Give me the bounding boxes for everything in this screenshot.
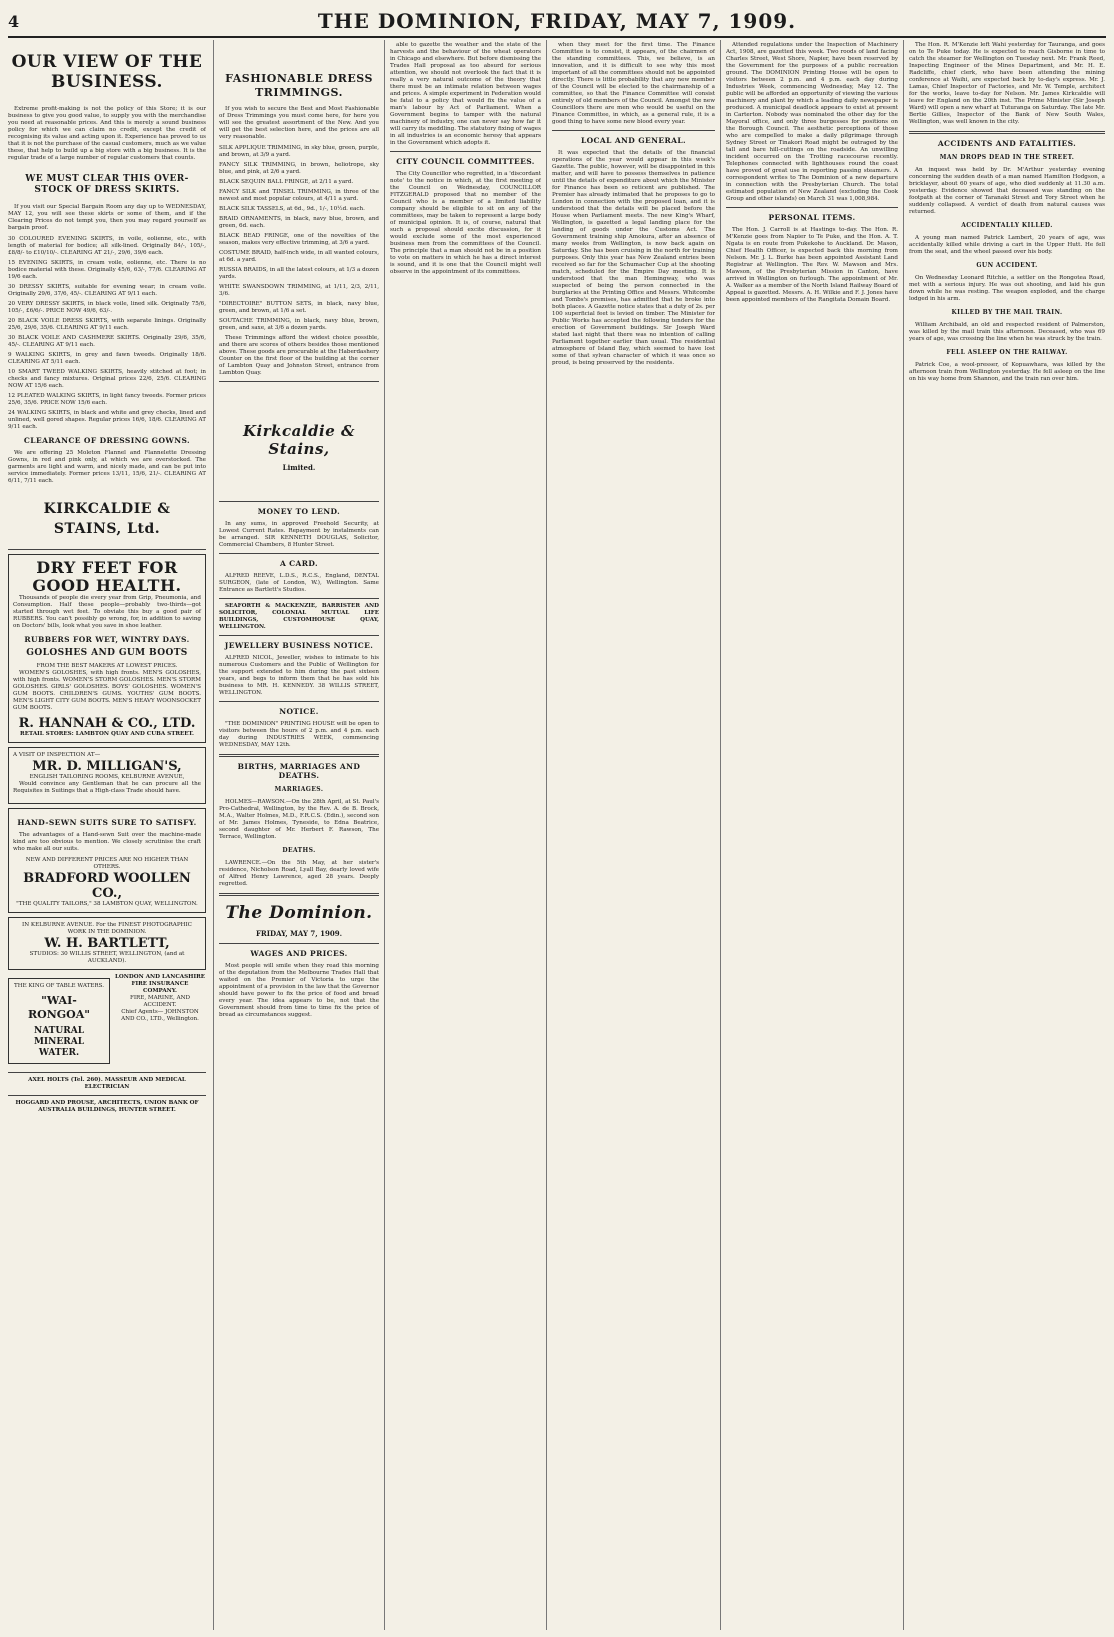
bradford-advertisement <box>8 808 206 913</box>
accident-subheading: ACCIDENTALLY KILLED. <box>961 222 1053 229</box>
bradford-name: BRADFORD WOOLLEN CO., <box>23 871 191 901</box>
committees-text: The City Councillor who regretted, in a 'discordant note' to the notice in which, at the first meeting of the Council on Wednesday, COUNCILLOR FITZGERALD proposed that no member of the Council who is a member of a limited liability company should be eligible to sit on any of the committees, may be taken to represent a large body of municipal opinion. It is, of course, natural that such a proposal should excite discussion, for it would exclude some of the most experienced business men from the committees of the Council. The principle that a man should not be in a position to vote on matters in which he has a direct interest is sound, and it is one that the Council might well observe in the appointment of its committees. <box>390 171 541 275</box>
committees-continued: when they meet for the first time. The Finance Committee is to consist, it appears, of the chairmen of the standing committees. This, we believe, is an innovation, and it is difficult to see why this most important of all the committees should not be appointed directly. There is little probability that any new member of the Council will be elected to the chairmanship of a committee, so that the Finance Committee will consist entirely of old members of the Council. Amongst the new Councillors there are men who would be useful on the Finance Committee, in which, as a general rule, it is a good thing to have some new blood every year. <box>552 42 715 125</box>
trimming-item: FANCY SILK and TINSEL TRIMMING, in three of the newest and most popular colours, at 4/11 a yard. <box>219 189 379 202</box>
wai-rongoa-name: "WAI-RONGOA" <box>27 994 91 1021</box>
insurance-agents: Chief Agents— JOHNSTON AND CO., LTD., Wellington. <box>121 1009 199 1022</box>
hannah-sub: RETAIL STORES: LAMBTON QUAY AND CUBA STREET. <box>20 731 194 737</box>
bradford-pre: NEW AND DIFFERENT PRICES ARE NO HIGHER THAN OTHERS. <box>25 857 189 870</box>
accident-text: An inquest was held by Dr. M'Arthur yesterday evening concerning the sudden death of a man named Hamilton Hodgson, a bricklayer, about 60 years of age, who died suddenly at 11.30 a.m. yesterday. Evidence showed that deceased was standing on the footpath at the corner of Taranaki Street and Tory Street when he suddenly collapsed. A verdict of death from natural causes was returned. <box>909 167 1105 215</box>
milligan-advertisement <box>8 747 206 804</box>
marriages-text: HOLMES—RAWSON.—On the 28th April, at St. Paul's Pro-Cathedral, Wellington, by the Rev. A. de B. Brock, M.A., Walter Holmes, M.D., F.R.C.S. (Edin.), second son of Mr. James Holmes, Tyneside, to Edna Beatrice, second daughter of Mr. Herbert F. Rawson, The Terrace, Wellington. <box>219 799 379 840</box>
card-heading: A CARD. <box>279 559 319 568</box>
local-general-heading: LOCAL AND GENERAL. <box>580 136 687 145</box>
wages-text: Most people will smile when they read this morning of the deputation from the Melbourne Trades Hall that waited on the Premier of Victoria to urge the appointment of a provision in the law that the Governor should have power to fix the price of food and bread every year. The idea appears to be, not that the Government should from time to time fix the price of bread as circumstances suggest. <box>219 963 379 1018</box>
rubbers-heading: RUBBERS FOR WET, WINTRY DAYS. <box>24 635 190 644</box>
masthead <box>8 6 1106 38</box>
bartlett-advertisement <box>8 917 206 970</box>
column-6 <box>909 42 1105 1627</box>
skirt-item: 12 PLEATED WALKING SKIRTS, in light fancy tweeds. Former prices 25/6, 35/6. PRICE NOW 15/6 each. <box>8 393 206 406</box>
accident-text: William Archibald, an old and respected resident of Palmerston, was killed by the mail train this afternoon. Deceased, who was 69 years of age, was crossing the line when he was struck by the train. <box>909 322 1105 342</box>
money-heading: MONEY TO LEND. <box>257 507 341 516</box>
column-rule <box>903 40 904 1630</box>
hoggard-prouse-notice: HOGGARD AND PROUSE, ARCHITECTS, UNION BANK OF AUSTRALIA BUILDINGS, HUNTER STREET. <box>15 1100 199 1113</box>
dominion-leader-title: The Dominion. <box>225 903 373 923</box>
goloshes-text: WOMEN'S GOLOSHES, with high fronts. MEN'S GOLOSHES, with high fronts. WOMEN'S STORM GOLOSHES. MEN'S STORM GOLOSHES. GIRLS' GOLOSHES. BOYS' GOLOSHES. WOMEN'S GUM BOOTS. CHILDREN'S GUMS. YOUTHS' GUM BOOTS. MEN'S LIGHT CITY GUM BOOTS. MEN'S HEAVY WOONSOCKET GUM BOOTS. <box>13 670 201 711</box>
column-2 <box>219 42 379 1627</box>
trimming-item: BLACK SILK TASSELS, at 6d., 9d., 1/-, 10½d. each. <box>219 206 365 212</box>
gowns-heading: CLEARANCE OF DRESSING GOWNS. <box>23 436 191 445</box>
rubbers-advertisement <box>8 554 206 743</box>
accident-subheading: MAN DROPS DEAD IN THE STREET. <box>939 154 1075 161</box>
accident-subheading: GUN ACCIDENT. <box>976 262 1038 269</box>
seaforth-notice: SEAFORTH & MACKENZIE, BARRISTER AND SOLICITOR, COLONIAL MUTUAL LIFE BUILDINGS, CUSTOMHOUSE QUAY, WELLINGTON. <box>219 603 379 630</box>
trimming-item: BLACK SEQUIN BALL FRINGE, at 2/11 a yard. <box>219 179 354 185</box>
trimming-item: COSTUME BRAID, half-inch wide, in all wanted colours, at 6d. a yard. <box>219 250 379 263</box>
trimming-item: WHITE SWANSDOWN TRIMMING, at 1/11, 2/3, 2/11, 3/6. <box>219 284 379 297</box>
divider <box>726 207 898 208</box>
skirt-item: 30 COLOURED EVENING SKIRTS, in voile, eolienne, etc., with length of material for bodice; all silk-lined. Originally 84/-, 105/-, £8/8/- to £10/10/-. CLEARING AT 21/-, 29/6, 39/6 each. <box>8 236 206 256</box>
jewellery-heading: JEWELLERY BUSINESS NOTICE. <box>224 641 374 650</box>
deaths-text: LAWRENCE.—On the 5th May, at her sister's residence, Nicholson Road, Lyall Bay, dearly loved wife of Alfred Henry Lawrence, aged 28 years. Deeply regretted. <box>219 860 379 887</box>
skirt-item: 10 SMART TWEED WALKING SKIRTS, heavily stitched at foot; in checks and fancy mixtures. Original prices 22/6, 25/6. CLEARING NOW AT 15/6 each. <box>8 369 206 389</box>
leader-continued: able to gazette the weather and the state of the harvests and the behaviour of the wheat operators in Chicago and elsewhere. But before dismissing the Trades Hall proposal as too absurd for serious attention, we should not overlook the fact that it is really a very natural outcome of the theory that there must be an intimate relation between wages and prices. A simple experiment in Federation would be fatal to a policy that would fix the value of a man's labour by Act of Parliament. When a Government begins to tamper with the natural machinery of industry, one can never say how far it will carry its meddling. The statutory fixing of wages in all industries is an economic heresy that appears in the Government which adopts it. <box>390 42 541 146</box>
bmd-heading: BIRTHS, MARRIAGES AND DEATHS. <box>237 762 361 780</box>
local-general-text: It was expected that the details of the financial operations of the year would appear in this week's Gazette. The public, however, will be disappointed in this matter, and will have to possess themselves in patience until the details of expenditure about which the Minister for Finance has been so reticent are published. The Premier has already intimated that he proposes to go to London in connection with the proposed loan, and it is understood that the details will be placed before the House when Parliament meets. The new King's Wharf, Wellington, is gazetted a legal landing place for the landing of goods under the Customs Act. The Government training ship Amokura, after an absence of many weeks from Wellington, is now back again on Saturday. She has been cruising in the north for training purposes. Only this year has New Zealand entries been received so far for the Schumacher Cup at the shooting match, scheduled for the Empire Day meeting. It is understood that the man Hemingway, who was suspected of being the person connected in the burglaries at the Printing Office and Messrs. Whitcombe and Tombs's premises, has admitted that he broke into both places. A Gazette notice states that a duty of 2s. per 100 superficial feet is levied on timber. The Minister for Public Works has accepted the following tenders for the erection of Government buildings. Sir Joseph Ward stated last night that there was no intention of calling Parliament together earlier than usual. The residential atmosphere of Island Bay, which seemed to have lost some of that sylvan character of which it was once so proud, is being preserved by the residents. <box>552 150 715 366</box>
trimmings-heading: FASHIONABLE DRESS TRIMMINGS. <box>225 72 373 99</box>
divider <box>219 598 379 599</box>
divider <box>8 1095 206 1096</box>
divider <box>219 553 379 554</box>
bartlett-sub: STUDIOS: 30 WILLIS STREET, WELLINGTON, (and at AUCKLAND). <box>29 951 185 964</box>
divider <box>219 635 379 636</box>
local-general-continued: Attended regulations under the Inspection of Machinery Act, 1908, are gazetted this week. Two roods of land facing Charles Street, West Shore, Napier, have been reserved by the Government for the purposes of a public recreation ground. The DOMINION Printing House will be open to visitors between 2 p.m. and 4 p.m. each day during Industries Week, commencing Wednesday, May 12. The public will be afforded an opportunity of viewing the various machinery and plant by which a leading daily newspaper is produced. A municipal deadlock appears to exist at present in Carterton. Nobody was nominated the other day for the Mayoral office, and only three burgesses for positions on the Borough Council. The aesthetic perceptions of those who are compelled to make a daily pilgrimage through Sydney Street or Tinakori Road might be outraged by the tall and bare hill-cuttings on the roadside. An unwilling incident occurred on the Trotting racecourse recently. Telephones connected with lighthouses round the coast have proved of great use in reporting passing steamers. A correspondent writes to The Dominion of a new departure in connection with the Presbyterian Church. The total estimated population of New Zealand (excluding the Cook Group and other islands) on March 31 was 1,008,984. <box>726 42 898 202</box>
accident-text: On Wednesday Leonard Ritchie, a settler on the Rongotea Road, met with a serious injury. He was out shooting, and laid his gun down while he was resting. The weapon exploded, and the charge lodged in his arm. <box>909 275 1105 302</box>
accident-text: Patrick Coe, a wool-presser, of Kopuawhara, was killed by the afternoon train from Wellington yesterday. He fell asleep on the line on his way home from Shannon, and the train ran over him. <box>909 362 1105 382</box>
kirkcaldie-signature: Kirkcaldie & Stains, <box>242 422 356 458</box>
skirts-intro: If you visit our Special Bargain Room any day up to WEDNESDAY, MAY 12, you will see these skirts or some of them, and if the Clearing Prices do not tempt you, then you may regard yourself as bargain proof. <box>8 204 206 231</box>
business-headline: OUR VIEW OF THE BUSINESS. <box>11 52 203 92</box>
skirt-item: 15 EVENING SKIRTS, in cream voile, eolienne, etc. There is no bodice material with these. Originally 45/6, 63/-, 77/6. CLEARING AT 19/6 each. <box>8 260 206 280</box>
milligan-name: MR. D. MILLIGAN'S, <box>32 759 182 774</box>
card-text: ALFRED REEVE, L.D.S., R.C.S., England, DENTAL SURGEON, (late of London, W.), Wellington. Same Entrance as Bartlett's Studios. <box>219 573 379 593</box>
trimmings-outro: These Trimmings afford the widest choice possible, and there are scores of others besides those mentioned above. These goods are procurable at the Haberdashery Counter on the first floor of the building at the corner of Lambton Quay and Johnston Street, entrance from Lambton Quay. <box>219 335 379 376</box>
skirt-item: 20 VERY DRESSY SKIRTS, in black voile, lined silk. Originally 75/6, 105/-, £6/6/-. PRICE NOW 49/6, 63/-. <box>8 301 206 314</box>
london-insurance-name: LONDON AND LANCASHIRE FIRE INSURANCE COMPANY. <box>115 974 205 994</box>
skirt-item: 20 BLACK VOILE DRESS SKIRTS, with separate linings. Originally 25/6, 29/6, 35/6. CLEARING AT 9/11 each. <box>8 318 206 331</box>
column-3 <box>390 42 541 1627</box>
divider <box>8 549 206 550</box>
divider <box>219 754 379 757</box>
page-number: 4 <box>8 11 20 31</box>
divider <box>219 893 379 896</box>
divider <box>552 130 715 131</box>
marriages-heading: MARRIAGES. <box>274 786 324 793</box>
skirt-item: 24 WALKING SKIRTS, in black and white and grey checks, lined and unlined, well gored shapes. Regular prices 16/6, 18/6. CLEARING AT 9/11 each. <box>8 410 206 430</box>
column-rule <box>546 40 547 1630</box>
hand-sewn-heading: HAND-SEWN SUITS SURE TO SATISFY. <box>17 818 197 827</box>
bartlett-name: W. H. BARTLETT, <box>44 936 170 951</box>
trimming-item: "DIRECTOIRE" BUTTON SETS, in black, navy blue, green, and brown, at 1/6 a set. <box>219 301 379 314</box>
deaths-heading: DEATHS. <box>282 847 316 854</box>
hand-sewn-text: The advantages of a Hand-sewn Suit over the machine-made kind are too obvious to mention. We closely scrutinise the craft who make all our suits. <box>13 832 201 852</box>
jewellery-text: ALFRED NICOL, Jeweller, wishes to intimate to his numerous Customers and the Public of Wellington for the support extended to him during the past sixteen years, and begs to inform them that he has sold his business to MR. H. KENNEDY. 38 WILLIS STREET, WELLINGTON. <box>219 655 379 696</box>
goloshes-sub: FROM THE BEST MAKERS AT LOWEST PRICES. <box>36 663 178 669</box>
wages-heading: WAGES AND PRICES. <box>250 949 348 958</box>
dry-feet-text: Thousands of people die every year from Grip, Pneumonia, and Consumption. Half these people—probably two-thirds—got started through wet feet. To obviate this buy a good pair of RUBBERS. You can't possibly go wrong, for, in addition to saving on Doctors' bills, look what you save in shoe leather. <box>13 595 201 629</box>
kirkcaldie-limited: Limited. <box>282 463 316 472</box>
column-4 <box>552 42 715 1627</box>
milligan-pre: A VISIT OF INSPECTION AT— <box>13 752 101 758</box>
divider <box>219 381 379 382</box>
column-rule <box>720 40 721 1630</box>
trimming-item: SILK APPLIQUE TRIMMING, in sky blue, green, purple, and brown, at 3/9 a yard. <box>219 145 379 158</box>
wai-rongoa-advertisement <box>8 978 110 1064</box>
newspaper-page <box>8 6 1106 1630</box>
skirt-item: 30 BLACK VOILE AND CASHMERE SKIRTS. Originally 29/6, 35/6, 45/-. CLEARING AT 9/11 each. <box>8 335 206 348</box>
gowns-text: We are offering 25 Moleton Flannel and Flannelette Dressing Gowns, in red and pink only, at which we are overstocked. The garments are light and warm, and nicely made, and can be put into service immediately. Former prices 13/11, 15/6, 21/-. CLEARING AT 6/11, 7/11 each. <box>8 450 206 484</box>
hannah-name: R. HANNAH & CO., LTD. <box>18 716 196 731</box>
divider <box>219 943 379 944</box>
milligan-text: Would convince any Gentleman that he can procure all the Requisites in Suitings that a High-class Trade should have. <box>13 781 201 794</box>
notice-heading: NOTICE. <box>279 707 319 716</box>
money-text: In any sums, in approved Freehold Security, at Lowest Current Rates. Repayment by instalments can be arranged. SIR KENNETH DOUGLAS, Solicitor, Commercial Chambers, 8 Hunter Street. <box>219 521 379 548</box>
trimming-item: SOUTACHE TRIMMING, in black, navy blue, brown, green, and saxe, at 3/6 a dozen yards. <box>219 318 379 331</box>
column-1 <box>8 42 206 1627</box>
skirt-item: 9 WALKING SKIRTS, in grey and fawn tweeds. Originally 18/6. CLEARING AT 5/11 each. <box>8 352 206 365</box>
divider <box>219 501 379 502</box>
skirts-heading: WE MUST CLEAR THIS OVER-STOCK OF DRESS SKIRTS. <box>25 174 189 195</box>
side-notices <box>114 974 206 1023</box>
accident-subheading: KILLED BY THE MAIL TRAIN. <box>951 309 1063 316</box>
kirkcaldie-firm-name: KIRKCALDIE & STAINS, Ltd. <box>43 501 171 537</box>
wai-rongoa-sub: NATURAL MINERAL WATER. <box>33 1026 85 1058</box>
dominion-leader-date: FRIDAY, MAY 7, 1909. <box>255 929 343 938</box>
divider <box>8 1072 206 1073</box>
column-rule <box>213 40 214 1630</box>
accident-subheading: FELL ASLEEP ON THE RAILWAY. <box>946 349 1068 356</box>
wai-rongoa-pre: THE KING OF TABLE WATERS. <box>13 983 105 989</box>
personal-items-text: The Hon. J. Carroll is at Hastings to-day. The Hon. R. M'Kenzie goes from Napier to Te Puke, and the Hon. A. T. Ngata is en route from Pukekohe to Auckland. Dr. Mason, Chief Health Officer, is expected back this morning from Nelson. Mr. J. L. Burke has been appointed Assistant Land Registrar at Wellington. The Rev. W. Mawson and Mrs. Mawson, of the Presbyterian Mission in Canton, have arrived in Wellington on furlough. The appointment of Mr. A. Walker as a member of the North Island Railway Board of Appeal is gazetted. Messrs. A. H. Wilkie and F. J. Jones have been appointed members of the Rangitata Domain Board. <box>726 227 898 303</box>
divider <box>909 131 1105 134</box>
notice-text: "THE DOMINION" PRINTING HOUSE will be open to visitors between the hours of 2 p.m. and 4 p.m. each day during INDUSTRIES WEEK, commencing WEDNESDAY, MAY 12th. <box>219 721 379 748</box>
skirt-list <box>8 236 206 431</box>
committees-heading: CITY COUNCIL COMMITTEES. <box>396 157 535 166</box>
personal-items-heading: PERSONAL ITEMS. <box>768 213 856 222</box>
axel-holts-notice: AXEL HOLTS (Tel. 260). MASSEUR AND MEDICAL ELECTRICIAN <box>28 1077 186 1090</box>
accident-text: A young man named Patrick Lambert, 20 years of age, was accidentally killed while driving a cart in the Upper Hutt. He fell from the seat, and the wheel passed over his body. <box>909 235 1105 255</box>
goloshes-heading: GOLOSHES AND GUM BOOTS <box>26 648 188 658</box>
trimming-item: RUSSIA BRAIDS, in all the latest colours, at 1/3 a dozen yards. <box>219 267 379 280</box>
skirt-item: 30 DRESSY SKIRTS, suitable for evening wear; in cream voile. Originally 29/6, 37/6, 45/-. CLEARING AT 9/11 each. <box>8 284 206 297</box>
personal-items-continued: The Hon. R. M'Kenzie left Wahi yesterday for Tauranga, and goes on to Te Puke today. He is expected to reach Gisborne in time to catch the steamer for Wellington on Tuesday next. Mr. Frank Reed, Inspecting Engineer of the Mines Department, and Mr. H. E. Radcliffe, chief clerk, who have been attending the mining conference at Waihi, are expected back by to-day's express. Mr. J. Lamas, Chief Inspector of Factories, and Mr. W. Temple, architect for the works, leave to-day for Nelson. Mr. James Kirkcaldie will leave for England on the 20th inst. The Prime Minister (Sir Joseph Ward) will open a new wharf at Tuturanga on Saturday. The late Mr. Bertie Gillies, Inspector of the Bank of New South Wales, Wellington, was well known in the city. <box>909 42 1105 125</box>
bartlett-pre: IN KELBURNE AVENUE. For the FINEST PHOTOGRAPHIC WORK IN THE DOMINION. <box>22 922 192 935</box>
trimming-item: BLACK BEAD FRINGE, one of the novelties of the season, makes very effective trimming, at 3/6 a yard. <box>219 233 379 246</box>
london-insurance-sub: FIRE, MARINE, AND ACCIDENT. <box>129 995 191 1008</box>
newspaper-title: THE DOMINION, FRIDAY, MAY 7, 1909. <box>317 9 797 33</box>
dry-feet-title: DRY FEET FOR GOOD HEALTH. <box>32 558 182 595</box>
trimmings-list <box>219 145 379 332</box>
accidents-heading: ACCIDENTS AND FATALITIES. <box>937 139 1077 148</box>
trimming-item: FANCY SILK TRIMMING, in brown, heliotrope, sky blue, and pink, at 2/6 a yard. <box>219 162 379 175</box>
divider <box>390 151 541 152</box>
business-intro: Extreme profit-making is not the policy of this Store; it is our business to give you good value, to supply you with the merchandise you need at reasonable prices. And this is merely a sound business policy for which we can claim no credit, except the credit of recognising its value and acting upon it. Experience has proved to us that it is not the purchase of the casual customers, much as we value these, that help to build up a big store with a big business. It is the regular trade of a large number of regular customers that counts. <box>8 106 206 161</box>
column-5 <box>726 42 898 1627</box>
divider <box>219 701 379 702</box>
trimmings-intro: If you wish to secure the Best and Most Fashionable of Dress Trimmings you must come here, for here you will see the greatest assortment of the New. And you will get the best selection here, and the prices are all very reasonable. <box>219 106 379 140</box>
bradford-sub: "THE QUALITY TAILORS," 38 LAMBTON QUAY, WELLINGTON. <box>16 901 198 907</box>
column-rule <box>384 40 385 1630</box>
trimming-item: BRAID ORNAMENTS, in black, navy blue, brown, and green, 6d. each. <box>219 216 379 229</box>
milligan-sub: ENGLISH TAILORING ROOMS, KELBURNE AVENUE, <box>29 774 185 780</box>
